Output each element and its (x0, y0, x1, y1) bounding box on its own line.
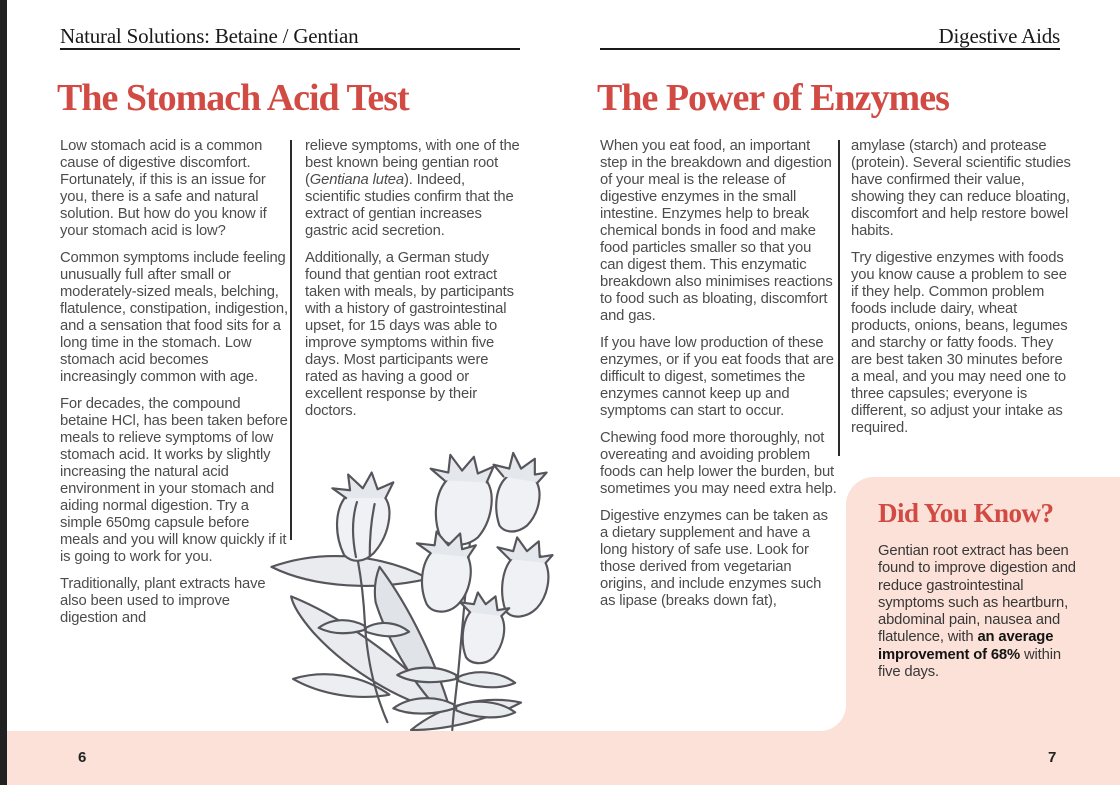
body-paragraph: Additionally, a German study found that gentian root extract taken with meals, by participants with a history of gastrointestinal upset, for 15 days was able to improve symptoms within five days. Most participants were rated as having a good or excellent response by their doctors. (305, 250, 514, 419)
body-paragraph: Chewing food more thoroughly, not overeating and avoiding problem foods can help lower the burden, but sometimes you may need extra help. (600, 430, 837, 497)
did-you-know-title: Did You Know? (878, 498, 1054, 528)
right-page-column-2 (851, 138, 1073, 447)
body-paragraph: Try digestive enzymes with foods you know cause a problem to see if they help. Common problem foods include dairy, wheat products, onions, beans, legumes and starchy or fatty foods. They are best taken 30 minutes before a meal, and you may need one to three capsules; everyone is different, so adjust your intake as required. (851, 250, 1068, 436)
right-column-divider (838, 140, 840, 456)
paragraph-text: ). Indeed, scientific studies confirm that the extract of gentian increases gastric acid secretion. (305, 172, 514, 239)
right-page-column-1 (600, 138, 838, 620)
page-number-right: 7 (1048, 749, 1057, 766)
body-paragraph: Low stomach acid is a common cause of digestive discomfort. Fortunately, if this is an issue for you, there is a safe and natural solution. But how do you know if your stomach acid is low? (60, 138, 267, 239)
body-paragraph: Common symptoms include feeling unusually full after small or moderately-sized meals, belching, flatulence, constipation, indigestion, and a sensation that food sits for a long time in the stomach. Low stomach acid becomes increasingly common with age. (60, 250, 288, 385)
left-page-column-2 (305, 138, 524, 430)
page-number-left: 6 (78, 749, 87, 766)
left-header-rule (60, 48, 520, 50)
right-header-rule (600, 48, 1060, 50)
callout-text: within five days. (878, 646, 1061, 681)
body-paragraph (305, 138, 524, 240)
callout-text: Gentian root extract has been found to improve digestion and reduce gastrointestinal symptoms such as heartburn, abdominal pain, nausea and flatulence, with (878, 543, 1076, 646)
right-page-title: The Power of Enzymes (597, 77, 949, 119)
left-running-header: Natural Solutions: Betaine / Gentian (60, 24, 359, 48)
left-page-title: The Stomach Acid Test (57, 77, 409, 119)
body-paragraph: When you eat food, an important step in the breakdown and digestion of your meal is the release of digestive enzymes in the small intestine. Enzymes help to break chemical bonds in food and make food particles smaller so that you can digest them. This enzymatic breakdown also minimises reactions to food such as bloating, discomfort and gas. (600, 138, 833, 324)
body-paragraph: amylase (starch) and protease (protein). Several scientific studies have confirmed their value, showing they can reduce bloating, discomfort and help restore bowel habits. (851, 138, 1071, 239)
body-paragraph: For decades, the compound betaine HCl, has been taken before meals to relieve symptoms of low stomach acid. It works by slightly increasing the natural acid environment in your stomach and aiding normal digestion. Try a simple 650mg capsule before meals and you will know quickly if it is going to work for you. (60, 396, 288, 565)
did-you-know-body (878, 543, 1086, 681)
page-edge-strip (0, 0, 7, 785)
gentian-plant-illustration (262, 447, 560, 732)
callout-highlight: an average improvement of 68% (878, 629, 1054, 663)
paragraph-text: relieve symptoms, with one of the best known being gentian root ( (305, 138, 520, 188)
latin-name: Gentiana lutea (309, 172, 404, 188)
left-page-column-1 (60, 138, 288, 637)
body-paragraph: Traditionally, plant extracts have also been used to improve digestion and (60, 576, 266, 626)
right-running-header: Digestive Aids (938, 24, 1060, 48)
body-paragraph: Digestive enzymes can be taken as a dietary supplement and have a long history of safe use. Look for those derived from vegetarian origins, and include enzymes such as lipase (breaks down fat), (600, 508, 828, 609)
body-paragraph: If you have low production of these enzymes, or if you eat foods that are difficult to digest, sometimes the enzymes cannot keep up and symptoms can start to occur. (600, 335, 834, 419)
